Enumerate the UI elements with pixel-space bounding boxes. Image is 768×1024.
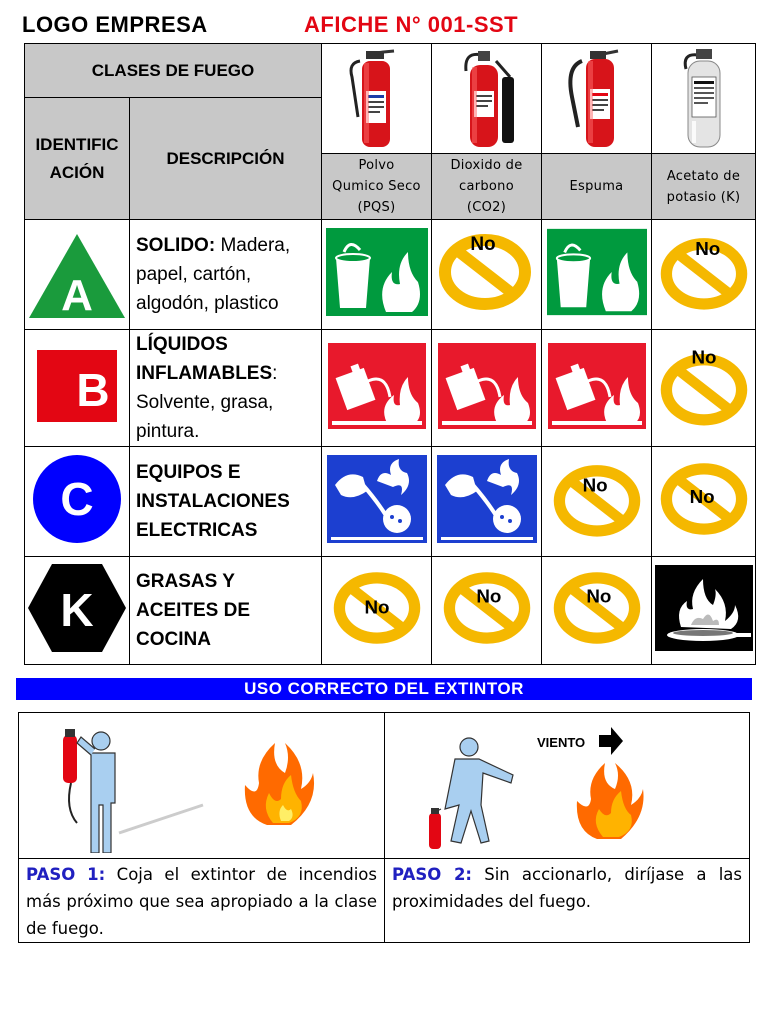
extinguisher-label-foam (542, 154, 652, 220)
no-label: No (689, 485, 715, 507)
step-description: Coja el extintor de incendios más próximo que sea apropiado a la clase de fuego. (26, 865, 377, 938)
pictogram-c-foam-no (542, 447, 652, 557)
step-1-illustration (19, 713, 385, 859)
class-b-description (130, 330, 322, 447)
fire-classes-table (24, 43, 756, 665)
label-line: Espuma (569, 179, 624, 194)
table-row (25, 447, 756, 557)
steps-table (18, 712, 750, 943)
extinguisher-foam-image (542, 44, 652, 154)
no-label: No (690, 345, 717, 367)
class-title: SOLIDO: (136, 235, 216, 256)
class-c-description (130, 447, 322, 557)
extinguisher-label-k (652, 154, 756, 220)
label-line: potasio (K) (666, 189, 741, 205)
no-label: No (694, 238, 720, 260)
step-1-text (19, 859, 385, 943)
label-line: (CO2) (466, 200, 507, 215)
pictogram-c-k-no (652, 447, 756, 557)
step-label: PASO 1: (26, 865, 106, 884)
class-letter: A (61, 271, 93, 320)
pictogram-b-pqs-allowed (322, 330, 432, 447)
no-label: No (582, 474, 608, 496)
pictogram-a-co2-no (432, 220, 542, 330)
label-line: Acetato de (666, 168, 741, 184)
step-2-illustration (385, 713, 750, 859)
step-label: PASO 2: (392, 865, 473, 884)
extinguisher-pqs-image (322, 44, 432, 154)
class-k-description (130, 557, 322, 665)
pictogram-b-k-no (652, 330, 756, 447)
class-text: : Solvente, grasa, pintura. (136, 363, 278, 442)
no-label: No (585, 585, 611, 607)
table-title: CLASES DE FUEGO (25, 44, 322, 98)
pictogram-k-co2-no (432, 557, 542, 665)
no-label: No (469, 234, 496, 255)
pictogram-a-pqs-allowed (322, 220, 432, 330)
pictogram-c-co2-allowed (432, 447, 542, 557)
wind-label: VIENTO (537, 735, 586, 750)
extinguisher-label-pqs (322, 154, 432, 220)
arrow-right-icon (599, 727, 623, 755)
table-row (25, 557, 756, 665)
class-c-icon (25, 447, 130, 557)
pictogram-k-pqs-no (322, 557, 432, 665)
label-line: Dioxido de (450, 158, 523, 173)
extinguisher-co2-image (432, 44, 542, 154)
pictogram-k-cooking-fire (652, 557, 756, 665)
extinguisher-label-co2 (432, 154, 542, 220)
class-text: Madera, papel, cartón, algodón, plastico (136, 235, 291, 314)
class-letter: C (60, 473, 94, 525)
pictogram-b-foam-allowed (542, 330, 652, 447)
step-description: Sin accionarlo, diríjase a las proximidades del fuego. (392, 865, 742, 911)
col-identificacion-header (25, 98, 130, 220)
class-b-icon (25, 330, 130, 447)
class-a-icon (25, 220, 130, 330)
class-letter: K (60, 584, 94, 636)
label-line: Polvo (358, 158, 395, 173)
pictogram-c-pqs-allowed (322, 447, 432, 557)
col-descripcion-header: DESCRIPCIÓN (130, 98, 322, 220)
class-title: GRASAS Y ACEITES DE COCINA (136, 571, 251, 650)
logo-text: LOGO EMPRESA (22, 12, 208, 37)
class-letter: B (76, 363, 110, 416)
label-line: Qumico Seco (332, 179, 421, 194)
label-line: (PQS) (357, 200, 396, 215)
pictogram-a-k-no (652, 220, 756, 330)
pictogram-a-foam-allowed (542, 220, 652, 330)
pictogram-b-co2-allowed (432, 330, 542, 447)
label-line: carbono (459, 179, 514, 194)
no-label: No (363, 596, 390, 618)
step-2-text (385, 859, 750, 943)
poster-number: AFICHE N° 001-SST (304, 12, 519, 37)
class-title: EQUIPOS E INSTALACIONES ELECTRICAS (136, 462, 290, 541)
section-band: USO CORRECTO DEL EXTINTOR (16, 678, 752, 700)
table-row (25, 220, 756, 330)
class-a-description (130, 220, 322, 330)
col-identificacion-line2: ACIÓN (49, 162, 105, 182)
table-row (25, 330, 756, 447)
extinguisher-k-image (652, 44, 756, 154)
no-label: No (475, 585, 501, 607)
class-title: LÍQUIDOS INFLAMABLES (136, 334, 273, 384)
pictogram-k-foam-no (542, 557, 652, 665)
col-identificacion-line1: IDENTIFIC (35, 134, 119, 154)
class-k-icon (25, 557, 130, 665)
